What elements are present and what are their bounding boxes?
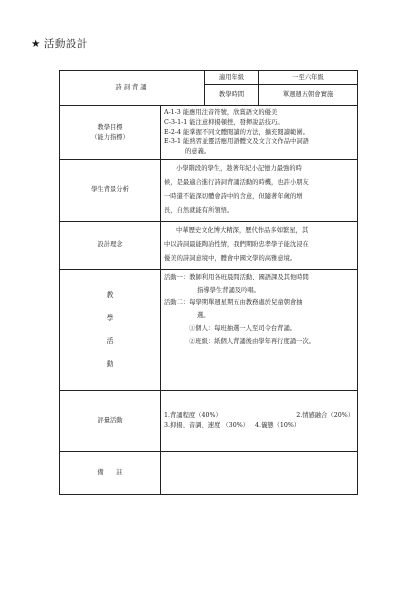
goals-label-cell (60, 106, 161, 160)
eval-content (161, 390, 358, 451)
goal-line: 的意義。 (185, 148, 211, 156)
activity-design-table (59, 70, 358, 495)
activity-label-char: 動 (106, 360, 114, 369)
background-line: 小學階段的學生，趁著年紀小記憶力最強的時 (176, 165, 302, 172)
activity-line: ①個人：每班抽選一人至司令台背誦。 (189, 325, 297, 333)
activity-label-char: 教 (106, 290, 114, 299)
goals-sublabel: （能力指標） (91, 133, 129, 141)
background-line: 長，自然就能有所領悟。 (164, 207, 234, 215)
goal-line: A-1-3 能應用注音符號，欣賞語文的優美 (164, 109, 278, 117)
eval-item: 1.背誦程度（40%） (164, 411, 222, 419)
grade-label: 適用年級 (205, 71, 259, 85)
activity-line: 活動一：教師利用各班晨間活動、國語課及其他時間 (164, 273, 309, 281)
grade-value: 一至六年級 (259, 71, 358, 85)
activity-line: 指導學生背誦及吟唱。 (197, 286, 260, 294)
concept-line: 中以詩詞最能陶冶性情，我們期盼忠孝學子能沈浸在 (164, 241, 309, 249)
activity-title: 詩詞背誦 (60, 71, 205, 106)
concept-line: 優美的詩詞意境中，體會中國文學的高雅意境。 (164, 255, 297, 263)
concept-label: 設計理念 (60, 221, 161, 269)
eval-label: 評量活動 (60, 390, 161, 451)
goal-line: E-2-4 能掌握不同文體閱讀的方法，擴充閱讀範圍。 (164, 128, 309, 136)
activity-label-char: 學 (106, 313, 114, 322)
activity-line: ②班級：紙個人背誦後由學年再行度誦一次。 (189, 338, 315, 346)
goals-content (161, 106, 358, 160)
activity-label-char: 活 (106, 337, 114, 346)
star-icon: ★ (31, 38, 41, 50)
background-line: 候，是最適合進行詩詞背誦活動的時機，也許小朋友 (164, 179, 309, 187)
activity-label (60, 269, 161, 390)
goal-line: C-3-1-1 能注意抑揚頓挫，發揮說話技巧。 (164, 118, 284, 126)
time-value: 單週週五朝會實施 (259, 85, 358, 106)
activity-line: 活動二：每學期單週星期五由教務處於兒童朝會抽 (164, 299, 303, 307)
activities-content (161, 269, 358, 390)
goal-line: E-3-1 能熟習並靈活應用語體文及文言文作品中詞語 (164, 138, 309, 146)
section-heading (31, 36, 88, 51)
remarks-label: 備 註 (60, 451, 161, 494)
eval-item: 3.抑揚、音調、速度 （30%） (164, 421, 249, 429)
activity-line: 選。 (197, 312, 210, 320)
concept-content (161, 221, 358, 269)
eval-item: 4.儀態（10%） (254, 421, 301, 429)
eval-item: 2.情感融合（20%） (296, 411, 354, 419)
background-line: 一時還不能深切體會詩中的含意，但隨著年歲的增 (164, 193, 303, 201)
time-label: 教學時間 (205, 85, 259, 106)
concept-line: 中華歷史文化博大精深，歷代作品多如繁星，其 (176, 226, 309, 234)
background-content (161, 160, 358, 222)
section-heading-text: 活動設計 (43, 38, 88, 50)
remarks-value (161, 451, 358, 494)
background-label: 學生背景分析 (60, 160, 161, 222)
goals-label: 教學目標 (97, 123, 123, 131)
